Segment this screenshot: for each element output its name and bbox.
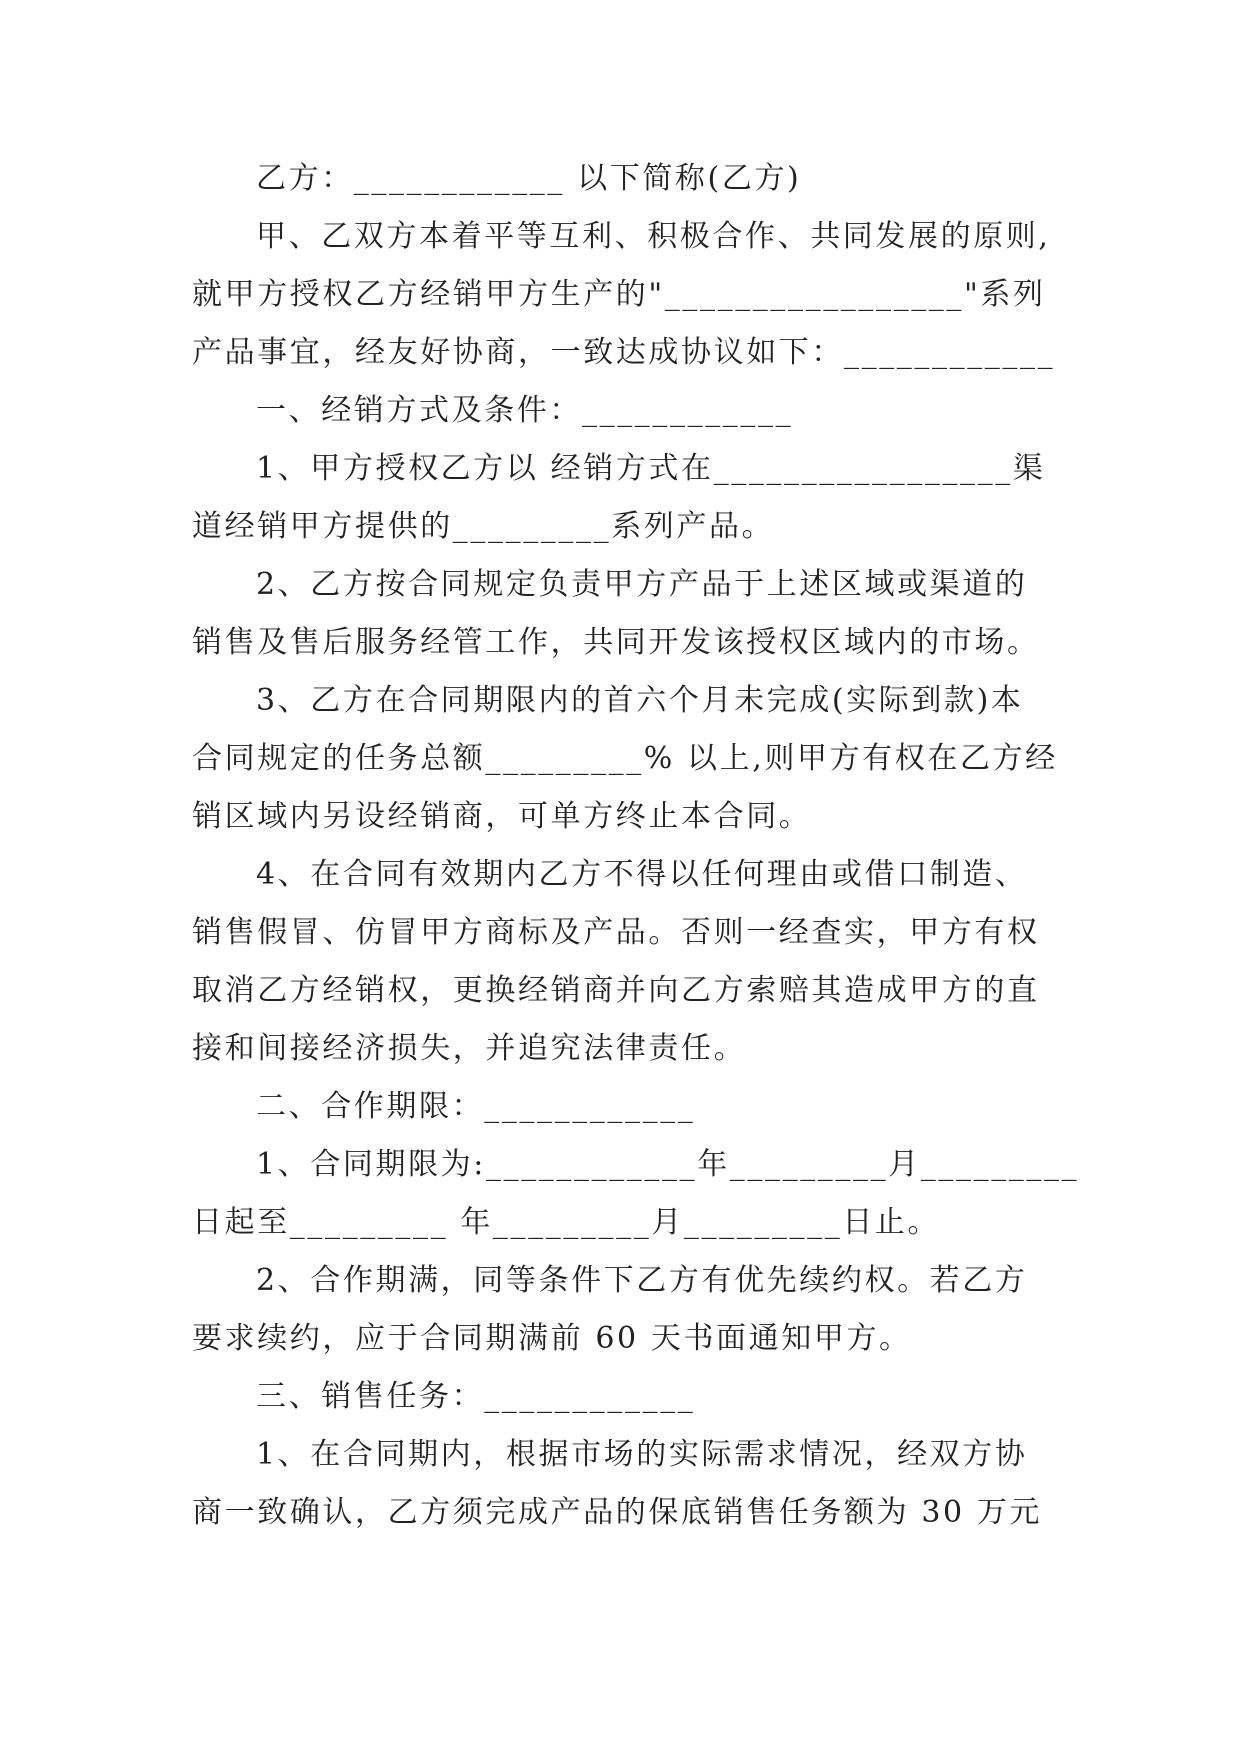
clause-1-2-line-1: 2、乙方按合同规定负责甲方产品于上述区域或渠道的 — [256, 567, 1028, 602]
clause-3-1-line-1: 1、在合同期内，根据市场的实际需求情况，经双方协 — [256, 1437, 1028, 1472]
clause-1-3-line-1: 3、乙方在合同期限内的首六个月未完成(实际到款)本 — [256, 683, 1024, 718]
clause-2-2-line-2: 要求续约，应于合同期满前 60 天书面通知甲方。 — [192, 1321, 912, 1356]
clause-2-1-line-2: 日起至_________ 年_________月_________日止。 — [192, 1205, 941, 1240]
preamble-line-3: 产品事宜，经友好协商，一致达成协议如下：____________ — [192, 335, 1056, 370]
clause-1-1-line-1: 1、甲方授权乙方以 经销方式在_________________渠 — [256, 451, 1046, 486]
party-b-line: 乙方：____________ 以下简称(乙方) — [256, 161, 802, 196]
clause-2-1-line-1: 1、合同期限为:____________年_________月_________ — [256, 1147, 1080, 1182]
section-2-heading: 二、合作期限：____________ — [256, 1089, 696, 1124]
clause-1-1-line-2: 道经销甲方提供的_________系列产品。 — [192, 509, 775, 544]
clause-2-2-line-1: 2、合作期满，同等条件下乙方有优先续约权。若乙方 — [256, 1263, 1028, 1298]
clause-1-3-line-2: 合同规定的任务总额_________% 以上,则甲方有权在乙方经 — [192, 741, 1058, 776]
clause-1-2-line-2: 销售及售后服务经管工作，共同开发该授权区域内的市场。 — [192, 625, 1040, 660]
preamble-line-2: 就甲方授权乙方经销甲方生产的"_________________"系列 — [192, 277, 1046, 312]
section-1-heading: 一、经销方式及条件：____________ — [256, 393, 794, 428]
clause-1-4-line-3: 取消乙方经销权，更换经销商并向乙方索赔其造成甲方的直 — [192, 973, 1040, 1008]
clause-1-4-line-4: 接和间接经济损失，并追究法律责任。 — [192, 1031, 747, 1066]
document-body — [192, 150, 1080, 1542]
clause-1-3-line-3: 销区域内另设经销商，可单方终止本合同。 — [192, 799, 812, 834]
clause-3-1-line-2: 商一致确认，乙方须完成产品的保底销售任务额为 30 万元 — [192, 1495, 1043, 1530]
preamble-line-1: 甲、乙双方本着平等互利、积极合作、共同发展的原则, — [256, 219, 1051, 254]
clause-1-4-line-1: 4、在合同有效期内乙方不得以任何理由或借口制造、 — [256, 857, 1028, 892]
clause-1-4-line-2: 销售假冒、仿冒甲方商标及产品。否则一经查实，甲方有权 — [192, 915, 1040, 950]
section-3-heading: 三、销售任务：____________ — [256, 1379, 696, 1414]
